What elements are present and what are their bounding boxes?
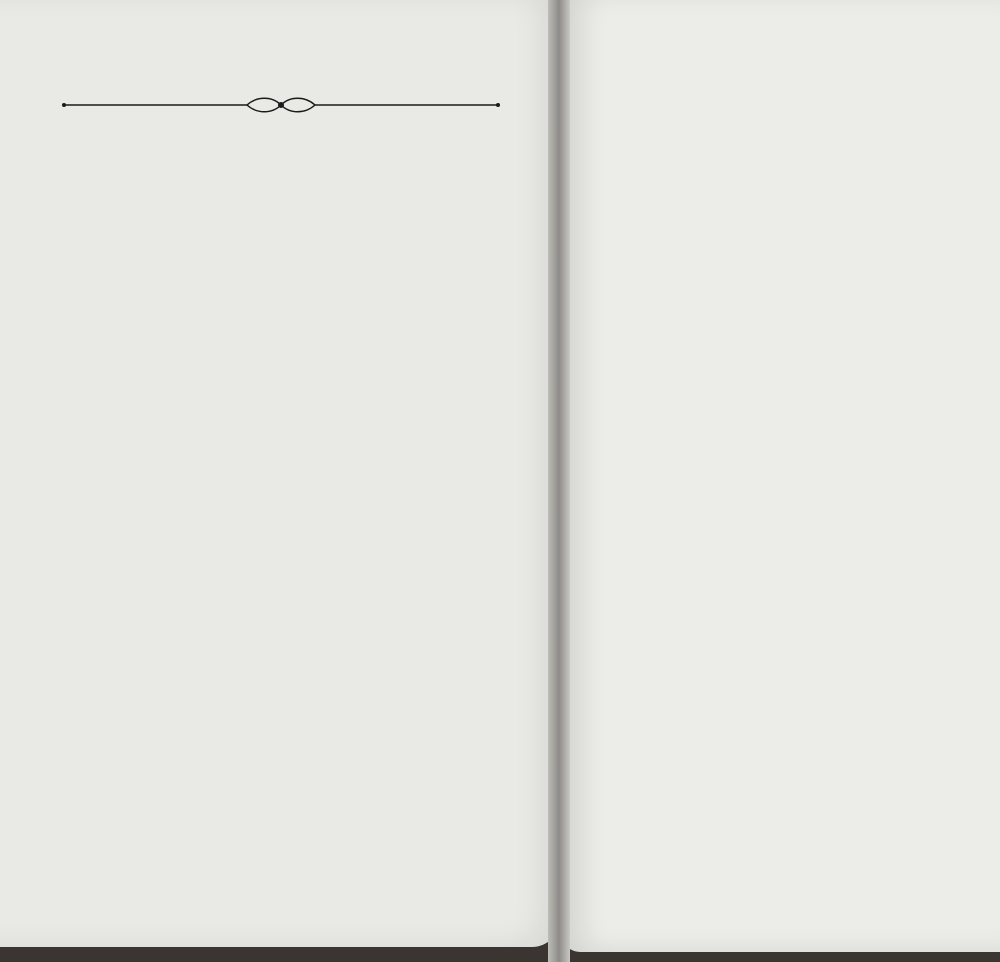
right-page — [562, 0, 1000, 952]
ornament-divider-icon — [62, 96, 500, 114]
book-gutter — [548, 0, 570, 962]
